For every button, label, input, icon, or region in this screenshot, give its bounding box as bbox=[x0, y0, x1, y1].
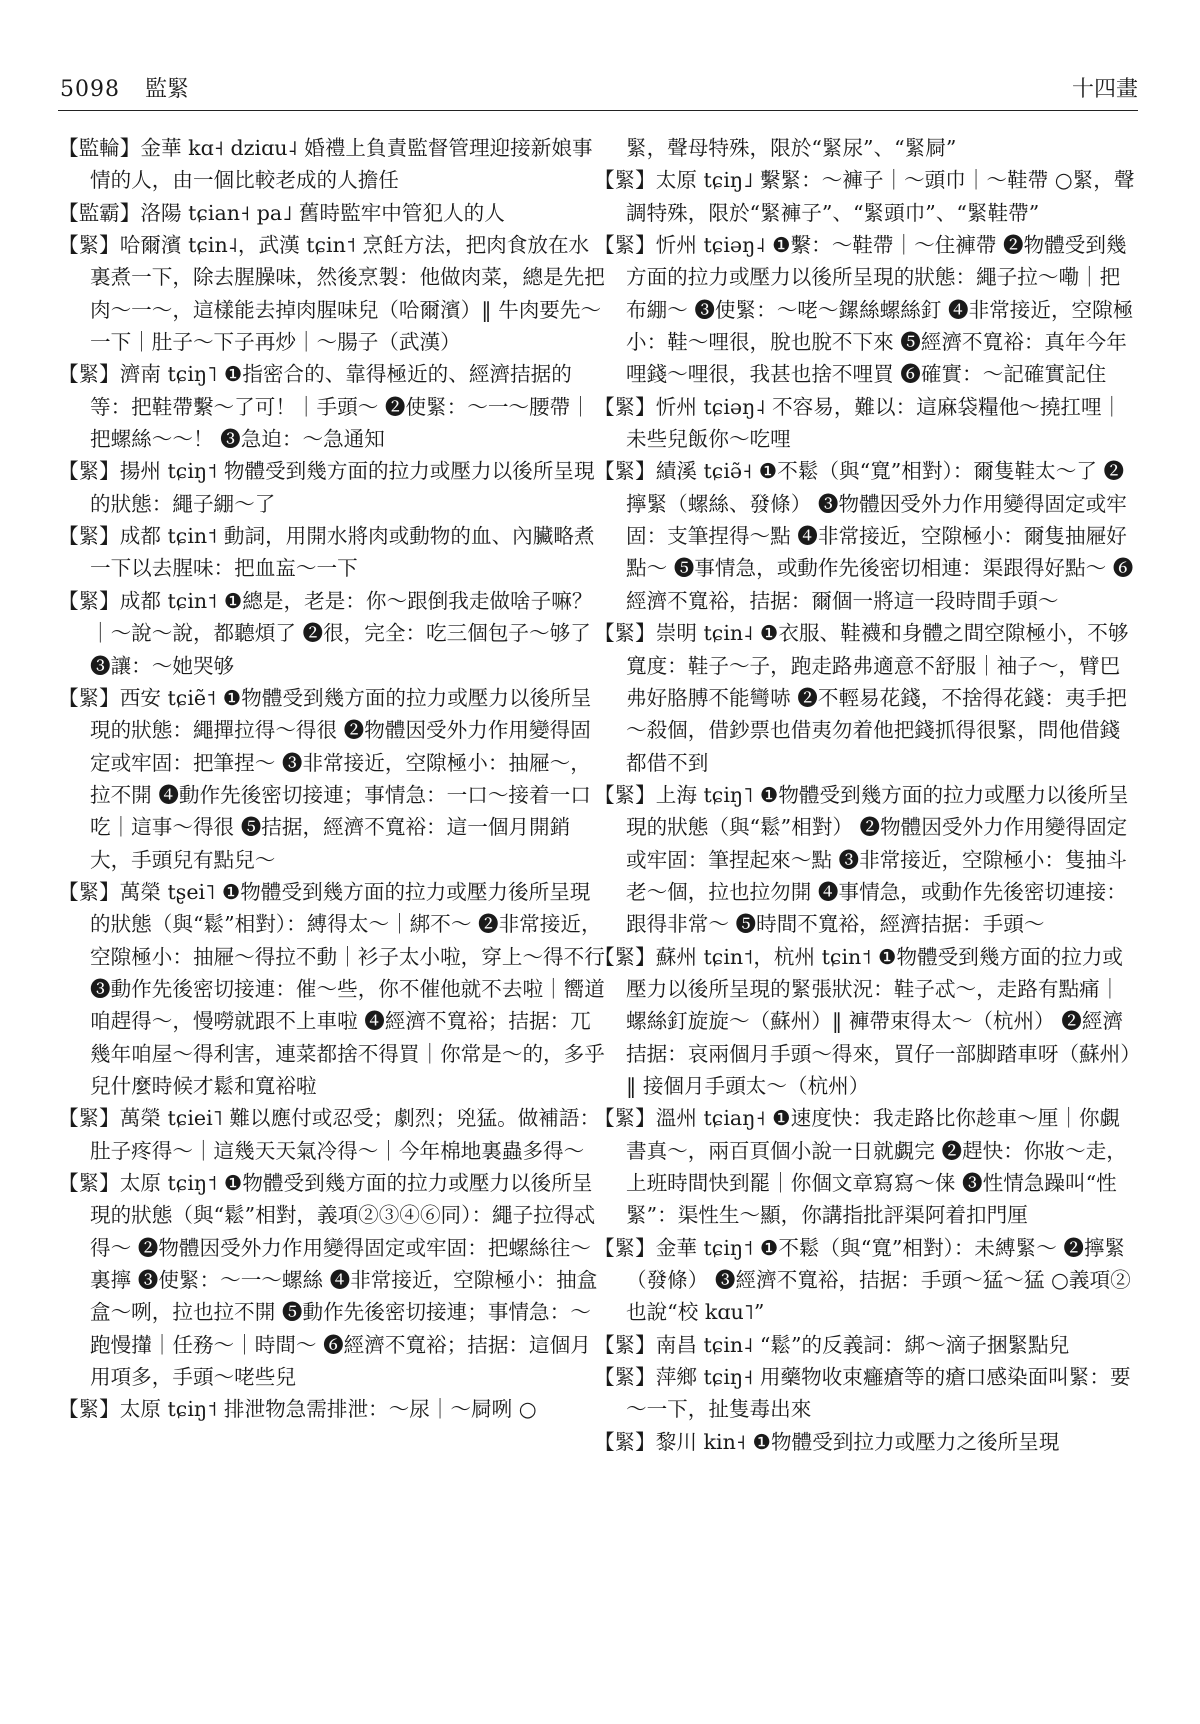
left-column bbox=[58, 132, 606, 1697]
entry: 【緊】太原 tɕiŋ˦ 排泄物急需排泄：～尿｜～屙咧 ○ bbox=[58, 1397, 537, 1422]
entry: 【緊】萍鄉 tɕiŋ˧ 用藥物收束癰瘡等的瘡口感染面叫緊：要～一下，扯隻毒出來 bbox=[594, 1365, 1131, 1422]
entry: 【緊】上海 tɕiŋ˥ ❶物體受到幾方面的拉力或壓力以後所呈現的狀態（與“鬆”相對） ❷物體因受外力作用變得固定或牢固：筆捏起來～點 ❸非常接近，空隙極小：隻抽斗老～個，拉也拉勿開 ❹事情急，或動作先後密切連接：跟得非常～ ❺時間不寬裕，經濟拮据：手頭～ bbox=[594, 782, 1129, 937]
entry: 【緊】成都 tɕin˦ ❶總是，老是：你～跟倒我走做啥子嘛？｜～說～說，都聽煩了 ❷很，完全：吃三個包子～够了 ❸讓：～她哭够 bbox=[58, 588, 593, 678]
entry: 【緊】萬榮 tɕiei˥ 難以應付或忍受；劇烈；兇猛。做補語：肚子疼得～｜這幾天天氣冷得～｜今年棉地裏蟲多得～ bbox=[58, 1106, 601, 1163]
entry: 【緊】揚州 tɕiŋ˦ 物體受到幾方面的拉力或壓力以後所呈現的狀態：繩子綳～了 bbox=[58, 459, 595, 516]
entry: 【緊】蘇州 tɕin˦，杭州 tɕin˦ ❶物體受到幾方面的拉力或壓力以後所呈現的緊張狀況：鞋子忒～，走路有點痛｜螺絲釘旋旋～（蘇州）‖ 褲帶束得太～（杭州） ❷經濟拮据：哀兩個月手頭～得來，買仔一部脚踏車呀（蘇州）‖ 接個月手頭太～（杭州） bbox=[594, 944, 1131, 1098]
entry: 【緊】績溪 tɕiə̃˧ ❶不鬆（與“寬”相對）：爾隻鞋太～了 ❷擰緊（螺絲、發條） ❸物體因受外力作用變得固定或牢固：支筆捏得～點 ❹非常接近，空隙極小：爾隻抽屜好點～ ❺事情急，或動作先後密切相連：渠跟得好點～ ❻經濟不寬裕，拮据：爾個一將這一段時間手頭～ bbox=[594, 459, 1134, 613]
entry: 【緊】哈爾濱 tɕin˨，武漢 tɕin˦ 烹飪方法，把肉食放在水裏煮一下，除去腥臊味，然後烹製：他做肉菜，總是先把肉～一～，這樣能去掉肉腥味兒（哈爾濱）‖ 牛肉要先～一下｜肚子～下子再炒｜～腸子（武漢） bbox=[58, 233, 605, 355]
entry: 【緊】濟南 tɕiŋ˥ ❶指密合的、靠得極近的、經濟拮据的等：把鞋帶繫～了可！｜手頭～ ❷使緊：～一～腰帶｜把螺絲～～！ ❸急迫：～急通知 bbox=[58, 362, 591, 452]
entry: 【緊】崇明 tɕin˨ ❶衣服、鞋襪和身體之間空隙極小，不够寬度：鞋子～子，跑走路弗適意不舒服｜袖子～，臂巴弗好胳膊不能彎哧 ❷不輕易花錢，不捨得花錢：夷手把～殺個，借鈔票也借夷勿着他把錢抓得很緊，問他借錢都借不到 bbox=[594, 621, 1129, 775]
entry: 【緊】金華 tɕiŋ˦ ❶不鬆（與“寬”相對）：未縛緊～ ❷擰緊（發條） ❸經濟不寬裕，拮据：手頭～猛～猛 ○義項②也說“校 kɑu˥” bbox=[594, 1235, 1131, 1325]
entry: 【監輪】金華 kɑ˧ dziɑu˨ 婚禮上負責監督管理迎接新娘事情的人，由一個比較老成的人擔任 bbox=[58, 136, 593, 193]
page-header bbox=[58, 70, 1138, 111]
entry: 【緊】太原 tɕiŋ˦ ❶物體受到幾方面的拉力或壓力以後所呈現的狀態（與“鬆”相對，義項②③④⑥同）：繩子拉得忒得～ ❷物體因受外力作用變得固定或牢固：把螺絲往～裏擰 ❸使緊：～一～螺絲 ❹非常接近，空隙極小：抽盒盒～咧，拉也拉不開 ❺動作先後密切接連；事情急：～跑慢攆｜任務～｜時間～ ❻經濟不寬裕；拮据：這個月用項多，手頭～咾些兒 bbox=[58, 1171, 598, 1390]
entry: 【監霸】洛陽 tɕian˧ pa˩ 舊時監牢中管犯人的人 bbox=[58, 200, 505, 225]
running-headword: 監緊 bbox=[145, 77, 190, 102]
entry: 【緊】南昌 tɕin˨ “鬆”的反義詞：綁～滴子捆緊點兒 bbox=[594, 1332, 1070, 1357]
right-column bbox=[594, 132, 1140, 1697]
section-label: 十四畫 bbox=[1071, 77, 1138, 102]
entry: 【緊】成都 tɕin˦ 動詞，用開水將肉或動物的血、內臟略煮一下以去腥味：把血衁～一下 bbox=[58, 524, 595, 581]
entry: 【緊】太原 tɕiŋ˩ 繫緊：～褲子｜～頭巾｜～鞋帶 ○緊，聲調特殊，限於“緊褲子”、“緊頭巾”、“緊鞋帶” bbox=[594, 168, 1135, 225]
entry: 【緊】萬榮 tʂei˥ ❶物體受到幾方面的拉力或壓力後所呈現的狀態（與“鬆”相對）：縛得太～｜綁不～ ❷非常接近，空隙極小：抽屜～得拉不動｜衫子太小啦，穿上～得不行 ❸動作先後密切接連：催～些，你不催他就不去啦｜嚮道咱趕得～，慢嘮就跟不上車啦 ❹經濟不寬裕；拮据：兀幾年咱屋～得利害，連菜都捨不得買｜你常是～的，多乎兒什麼時候才鬆和寬裕啦 bbox=[58, 879, 605, 1098]
entry: 【緊】忻州 tɕiəŋ˨ 不容易，難以：這麻袋糧他～撓扛哩｜未些兒飯你～吃哩 bbox=[594, 394, 1123, 452]
entry: 【緊】西安 tɕiẽ˦ ❶物體受到幾方面的拉力或壓力以後所呈現的狀態：繩撣拉得～得很 ❷物體因受外力作用變得固定或牢固：把筆捏～ ❸非常接近，空隙極小：抽屜～，拉不開 ❹動作先後密切接連；事情急：一口～接着一口吃｜這事～得很 ❺拮据，經濟不寬裕：這一個月開銷大，手頭兒有點兒～ bbox=[58, 685, 592, 872]
entry: 【緊】忻州 tɕiəŋ˨ ❶繫：～鞋帶｜～住褲帶 ❷物體受到幾方面的拉力或壓力以後所呈現的狀態：繩子拉～嘞｜把布綳～ ❸使緊：～咾～鏍絲螺絲釘 ❹非常接近，空隙極小：鞋～哩很，脫也脫不下來 ❺經濟不寬裕：真年今年哩錢～哩很，我甚也捨不哩買 ❻確實：～記確實記住 bbox=[594, 233, 1134, 387]
header-left bbox=[60, 70, 189, 110]
entry: 【緊】黎川 kin˧ ❶物體受到拉力或壓力之後所呈現 bbox=[594, 1429, 1060, 1454]
entry: 【緊】溫州 tɕiaŋ˧ ❶速度快：我走路比你趁車～厘｜你覷書真～，兩百頁個小說一日就覷完 ❷趕快：你妝～走，上班時間快到罷｜你個文章寫寫～俫 ❸性情急躁叫“性緊”：渠性生～顯，你講指批評渠阿着扣門厘 bbox=[594, 1106, 1127, 1228]
entry-continued: 緊，聲母特殊，限於“緊尿”、“緊屙” bbox=[626, 136, 957, 160]
page-number: 5098 bbox=[60, 77, 120, 102]
